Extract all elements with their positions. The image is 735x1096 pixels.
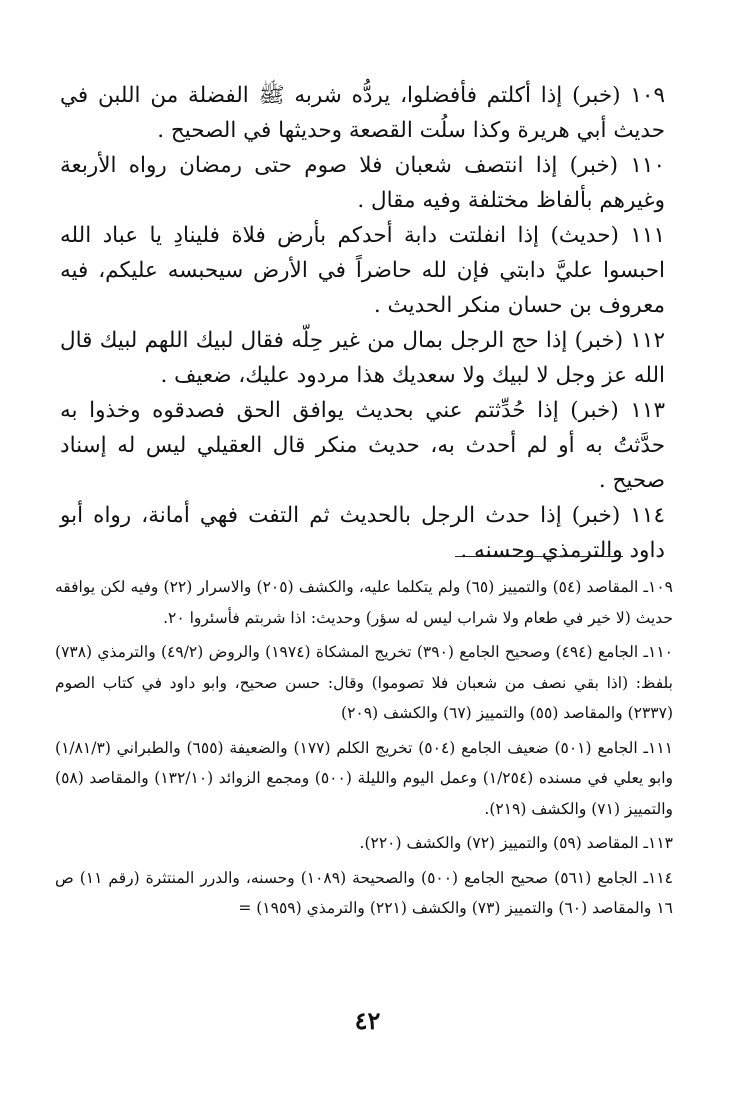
footnote-114: ١١٤ـ الجامع (٥٦١) صحيح الجامع (٥٠٠) والصحيحة (١٠٨٩) وحسنه، والدرر المنتثرة (رقم ١١) ص ١٦ والمقاصد (٦٠) والتمييز (٧٣) والكشف (٢٢١) والترمذي (١٩٥٩) = (55, 868, 673, 917)
hadith-entry-113: ١١٣ (خبر) إذا حُدِّثتم عني بحديث يوافق الحق فصدقوه وخذوا به حدَّثتُ به أو لم أحدث به، حديث منكر قال العقيلي ليس له إسناد صحيح . (60, 398, 665, 493)
footnote-separator-rule (455, 556, 623, 557)
hadith-entry-114: ١١٤ (خبر) إذا حدث الرجل بالحديث ثم التفت فهي أمانة، رواه أبو داود والترمذي وحسنه . (60, 503, 665, 563)
footnotes-section (55, 572, 673, 928)
page-number: ٤٢ (354, 1006, 381, 1035)
hadith-entry-109: ١٠٩ (خبر) إذا أكلتم فأفضلوا، يردُّه شربه ﷺ الفضلة من اللبن في حديث أبي هريرة وكذا سلُت القصعة وحديثها في الصحيح . (60, 83, 665, 143)
footnote-111: ١١١ـ الجامع (٥٠١) ضعيف الجامع (٥٠٤) تخريج الكلم (١٧٧) والضعيفة (٦٥٥) والطبراني (١/٨١/٣) وابو يعلي في مسنده (١/٢٥٤) وعمل اليوم والليلة (٥٠٠) ومجمع الزوائد (١٣٢/١٠) والمقاصد (٥٨) والتمييز (٧١) والكشف (٢١٩). (55, 738, 673, 818)
footnote-113: ١١٣ـ المقاصد (٥٩) والتمييز (٧٢) والكشف (٢٢٠). (359, 834, 673, 852)
hadith-entry-110: ١١٠ (خبر) إذا انتصف شعبان فلا صوم حتى رمضان رواه الأربعة وغيرهم بألفاظ مختلفة وفيه مقال . (60, 153, 665, 213)
footnote-110: ١١٠ـ الجامع (٤٩٤) وصحيح الجامع (٣٩٠) تخريج المشكاة (١٩٧٤) والروض (٤٩/٢) والترمذي (٧٣٨) بلفظ: (اذا بقي نصف من شعبان فلا تصوموا) وقال: حسن صحيح، وابو داود في كتاب الصوم (٢٣٣٧) والمقاصد (٥٥) والتمييز (٦٧) والكشف (٢٠٩) (55, 643, 673, 722)
footnote-109: ١٠٩ـ المقاصد (٥٤) والتمييز (٦٥) ولم يتكلما عليه، والكشف (٢٠٥) والاسرار (٢٢) وفيه لكن يوافقه حديث (لا خير في طعام ولا شراب ليس له سؤر) وحديث: اذا شربتم فأسئروا ٢٠. (55, 578, 674, 627)
hadith-entry-111: ١١١ (حديث) إذا انفلتت دابة أحدكم بأرض فلاة فلينادِ يا عباد الله احبسوا عليَّ دابتي فإن لله حاضراً في الأرض سيحبسه عليكم، فيه معروف بن حسان منكر الحديث . (60, 223, 665, 318)
hadith-entry-112: ١١٢ (خبر) إذا حج الرجل بمال من غير حِلّه فقال لبيك اللهم لبيك قال الله عز وجل لا لبيك ولا سعديك هذا مردود عليك، ضعيف . (60, 328, 665, 388)
main-text-body (60, 78, 665, 568)
